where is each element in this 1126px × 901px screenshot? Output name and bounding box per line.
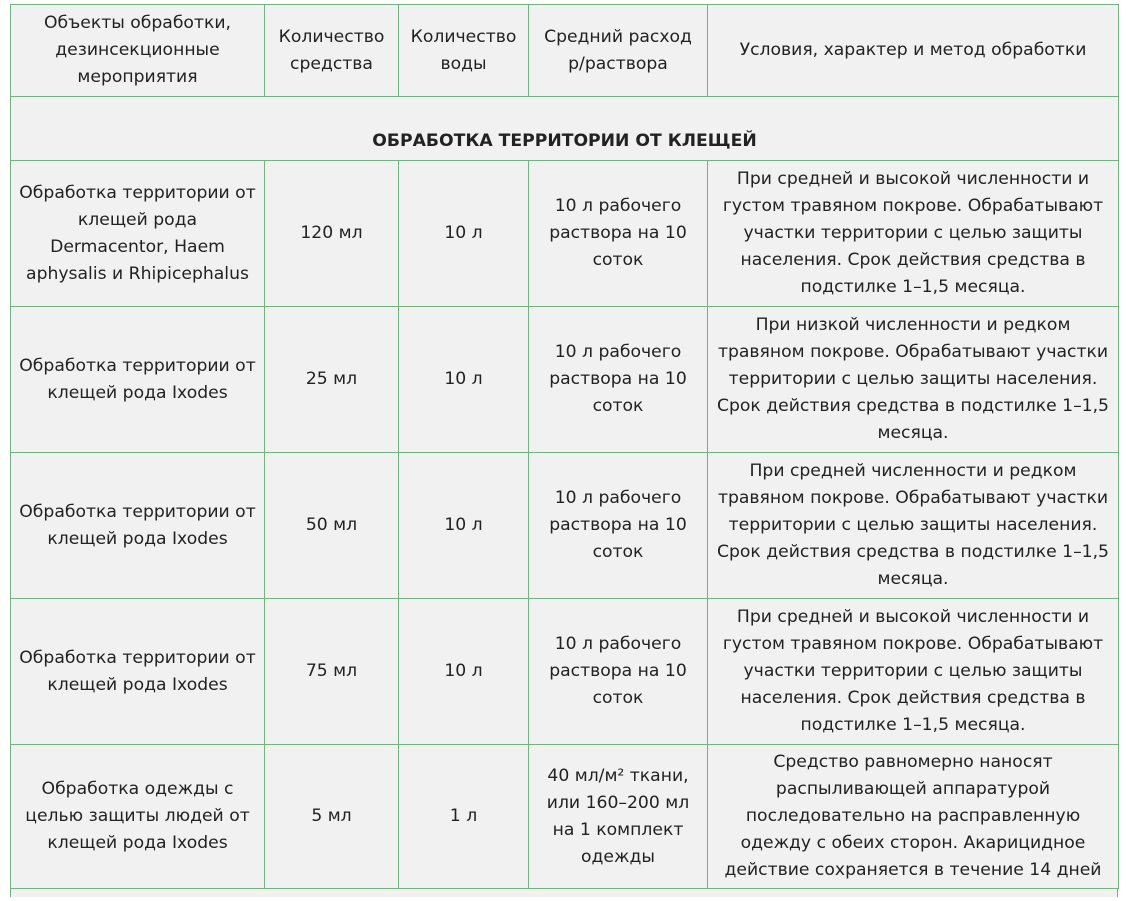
section-title: ОБРАБОТКА ТЕРРИТОРИИ ОТ КЛЕЩЕЙ — [11, 97, 1119, 161]
section-body — [11, 97, 1119, 161]
table-row — [11, 599, 1119, 745]
cell-agent-amount: 75 мл — [265, 599, 399, 745]
cell-object: Обработка территории от клещей рода Ixodes — [11, 599, 265, 745]
treatment-table-container — [10, 4, 1118, 897]
header-avg-consumption: Средний расход р/раствора — [529, 5, 708, 97]
cell-object: Обработка одежды с целью защиты людей от клещей рода Ixodes — [11, 745, 265, 889]
cell-consumption: 10 л рабочего раствора на 10 соток — [529, 599, 708, 745]
cell-object: Обработка территории от клещей рода Dermacentor, Haem aphysalis и Rhipicephalus — [11, 161, 265, 307]
cell-water-amount: 1 л — [399, 745, 529, 889]
table-row — [11, 307, 1119, 453]
treatment-table — [10, 4, 1119, 889]
section-row — [11, 97, 1119, 161]
cell-conditions: Средство равномерно наносят распыливающей аппаратурой последовательно на расправленную одежду с обеих сторон. Акарицидное действие сохраняется в течение 14 дней — [708, 745, 1119, 889]
header-row — [11, 5, 1119, 97]
cell-conditions: При низкой численности и редком травяном покрове. Обрабатывают участки территории с целью защиты населения. Срок действия средства в подстилке 1–1,5 месяца. — [708, 307, 1119, 453]
cell-water-amount: 10 л — [399, 307, 529, 453]
cell-water-amount: 10 л — [399, 161, 529, 307]
header-agent-amount: Количество средства — [265, 5, 399, 97]
cell-consumption: 10 л рабочего раствора на 10 соток — [529, 161, 708, 307]
table-continuation — [10, 889, 1118, 897]
table-row — [11, 453, 1119, 599]
cell-object: Обработка территории от клещей рода Ixodes — [11, 453, 265, 599]
table-header — [11, 5, 1119, 97]
cell-consumption: 10 л рабочего раствора на 10 соток — [529, 307, 708, 453]
cell-agent-amount: 50 мл — [265, 453, 399, 599]
cell-conditions: При средней и высокой численности и густом травяном покрове. Обрабатывают участки территории с целью защиты населения. Срок действия средства в подстилке 1–1,5 месяца. — [708, 161, 1119, 307]
cell-agent-amount: 25 мл — [265, 307, 399, 453]
cell-consumption: 40 мл/м² ткани, или 160–200 мл на 1 комплект одежды — [529, 745, 708, 889]
cell-agent-amount: 120 мл — [265, 161, 399, 307]
cell-water-amount: 10 л — [399, 599, 529, 745]
table-body — [11, 161, 1119, 889]
header-objects: Объекты обработки, дезинсекционные мероприятия — [11, 5, 265, 97]
cell-water-amount: 10 л — [399, 453, 529, 599]
cell-object: Обработка территории от клещей рода Ixodes — [11, 307, 265, 453]
cell-conditions: При средней и высокой численности и густом травяном покрове. Обрабатывают участки территории с целью защиты населения. Срок действия средства в подстилке 1–1,5 месяца. — [708, 599, 1119, 745]
table-row — [11, 745, 1119, 889]
header-conditions: Условия, характер и метод обработки — [708, 5, 1119, 97]
table-row — [11, 161, 1119, 307]
cell-conditions: При средней численности и редком травяном покрове. Обрабатывают участки территории с целью защиты населения. Срок действия средства в подстилке 1–1,5 месяца. — [708, 453, 1119, 599]
cell-consumption: 10 л рабочего раствора на 10 соток — [529, 453, 708, 599]
cell-agent-amount: 5 мл — [265, 745, 399, 889]
header-water-amount: Количество воды — [399, 5, 529, 97]
